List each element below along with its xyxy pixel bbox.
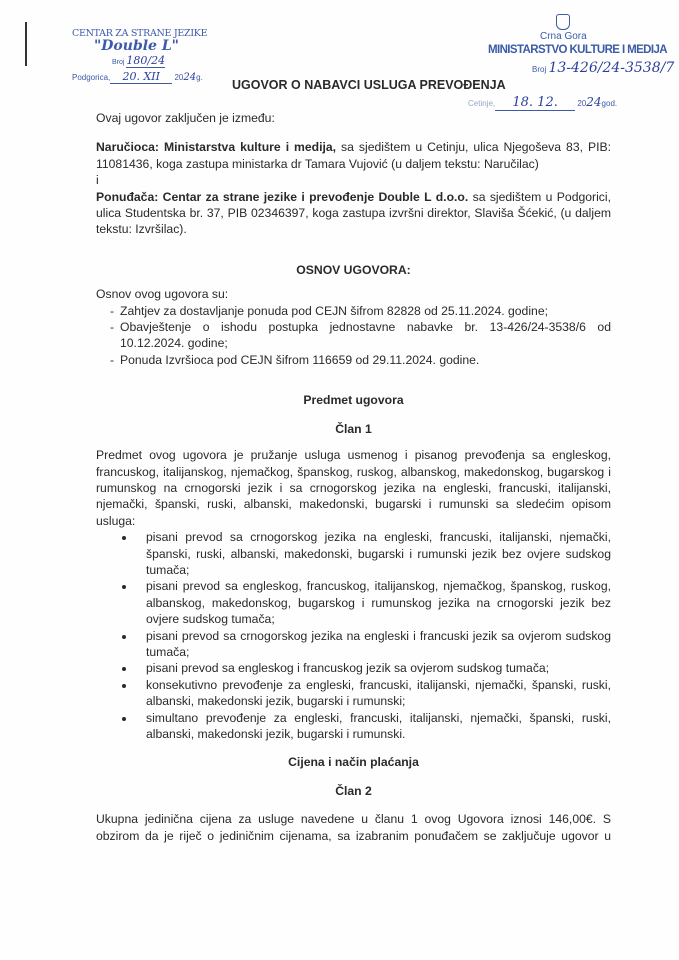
- stamp-left: [72, 28, 222, 84]
- basis-list: [96, 303, 611, 369]
- stamp-left-date: 20. XII: [110, 70, 172, 84]
- stamp-left-line1: CENTAR ZA STRANE JEZIKE: [72, 28, 208, 39]
- stamp-right-city: Cetinje,: [468, 99, 496, 108]
- section2-article: Član 2: [335, 783, 372, 798]
- stamp-right-year: 24: [586, 95, 602, 109]
- stamp-right-date: 18. 12.: [495, 95, 575, 111]
- stamp-left-year-prefix: 20: [174, 73, 184, 82]
- party1-name: Naručioca: Ministarstva kulture i medija,: [96, 140, 337, 155]
- stamp-right-ministry: MINISTARSTVO KULTURE I MEDIJA: [488, 44, 667, 56]
- basis-heading: OSNOV UGOVORA:: [296, 262, 411, 277]
- section1-article: Član 1: [335, 421, 372, 436]
- basis-item: - Obavještenje o ishodu postupka jednostavne nabavke br. 13-426/24-3538/6 od 10.12.2024. godine;: [96, 319, 611, 352]
- stamp-left-city: Podgorica,: [72, 73, 111, 82]
- party1-text: sa sjedištem u Cetinju, ulica Njegoševa 83, PIB: 11081436, koga zastupa ministarka dr Tamara Vujović (u daljem tekstu: Naručilac): [96, 140, 611, 171]
- stamp-left-year: 24: [183, 72, 197, 83]
- stamp-right-year-prefix: 20: [577, 99, 587, 108]
- basis-section: [96, 286, 611, 368]
- parties: [96, 139, 611, 237]
- stamp-right-country: Crna Gora: [540, 31, 587, 42]
- stamp-right-broj-line: [532, 60, 674, 76]
- document-body: [96, 110, 611, 844]
- section2-heading: Cijena i način plaćanja: [288, 755, 419, 770]
- section2-text: Ukupna jedinična cijena za usluge navedene u članu 1 ovog Ugovora iznosi 146,00€. S obzirom da je riječ o jediničnim cijenama, sa izabranim ponuđačem se zaključuje ugovor u: [96, 812, 611, 843]
- basis-lead: Osnov ovog ugovora su:: [96, 287, 229, 302]
- section1-body: [96, 447, 611, 742]
- conjunction: i: [96, 173, 99, 188]
- stamp-left-year-suffix: g.: [196, 73, 203, 82]
- basis-item: - Ponuda Izvršioca pod CEJN šifrom 116659 od 29.11.2024. godine.: [96, 352, 611, 368]
- party-contracting-authority: [96, 139, 611, 172]
- stamp-right-year-suffix: god.: [601, 99, 618, 108]
- service-item: • konsekutivno prevođenje za engleski, francuski, italijanski, njemački, španski, ruski, albanski, makedonski jezik, bugarski i rumunski;: [136, 677, 611, 710]
- party2-text: sa sjedištem u Podgorici, ulica Studentska br. 37, PIB 02346397, koga zastupa izvršni direktor, Slaviša Šćekić, (u daljem tekstu: Izvršilac).: [96, 189, 611, 237]
- margin-mark: [25, 22, 27, 66]
- basis-item: - Zahtjev za dostavljanje ponuda pod CEJN šifrom 82828 od 25.11.2024. godine;: [96, 303, 611, 319]
- stamp-right-date-line: [468, 95, 617, 111]
- document-title: UGOVOR O NABAVCI USLUGA PREVOĐENJA: [232, 78, 506, 92]
- stamp-left-broj: 180/24: [126, 54, 166, 67]
- party-contractor: [96, 189, 611, 238]
- stamp-left-broj-label: Broj: [112, 59, 125, 66]
- party2-name: Ponuđača: Centar za strane jezike i prevođenje Double L d.o.o.: [96, 189, 469, 204]
- service-item: • pisani prevod sa crnogorskog jezika na engleski, francuski, italijanski, njemački, španski, ruski, albanski, makedonski, bugarski i rumunski jezik bez ovjere sudskog tumača;: [136, 529, 611, 578]
- coat-of-arms-icon: [556, 14, 570, 30]
- service-item: • pisani prevod sa engleskog, francuskog, italijanskog, njemačkog, španskog, ruskog, albanskog, makedonskog, bugarskog i rumunskog jezika na crnogorski jezik bez ovjere sudskog tumača;: [136, 578, 611, 627]
- stamp-left-line2: "Double L": [94, 38, 179, 54]
- intro: Ovaj ugovor zaključen je između:: [96, 111, 275, 125]
- service-item: • simultano prevođenje za engleski, francuski, italijanski, njemački, španski, ruski, albanski, makedonski jezik, bugarski i rumunski.: [136, 710, 611, 743]
- section1-heading: Predmet ugovora: [303, 393, 404, 408]
- service-item: • pisani prevod sa engleskog i francuskog jezik sa ovjerom sudskog tumača;: [136, 660, 611, 676]
- stamp-right-broj: 13-426/24-3538/7: [548, 60, 675, 76]
- services-list: [96, 529, 611, 742]
- section1-text: Predmet ovog ugovora je pružanje usluga usmenog i pisanog prevođenja sa engleskog, francuskog, italijanskog, njemačkog, španskog, ruskog, albanskog, makedonskog, bugarskog i rumunskog na crnogorski jezik i sa crnogorskog jezika na engleski, francuski, italijanski, njemački, španski, ruski, albanski, makedonski, bugarski i rumunski sa sledećim opisom usluga:: [96, 448, 611, 528]
- stamp-right-broj-label: Broj: [532, 65, 547, 74]
- service-item: • pisani prevod sa crnogorskog jezika na engleski i francuski jezik sa ovjerom sudskog tumača;: [136, 628, 611, 661]
